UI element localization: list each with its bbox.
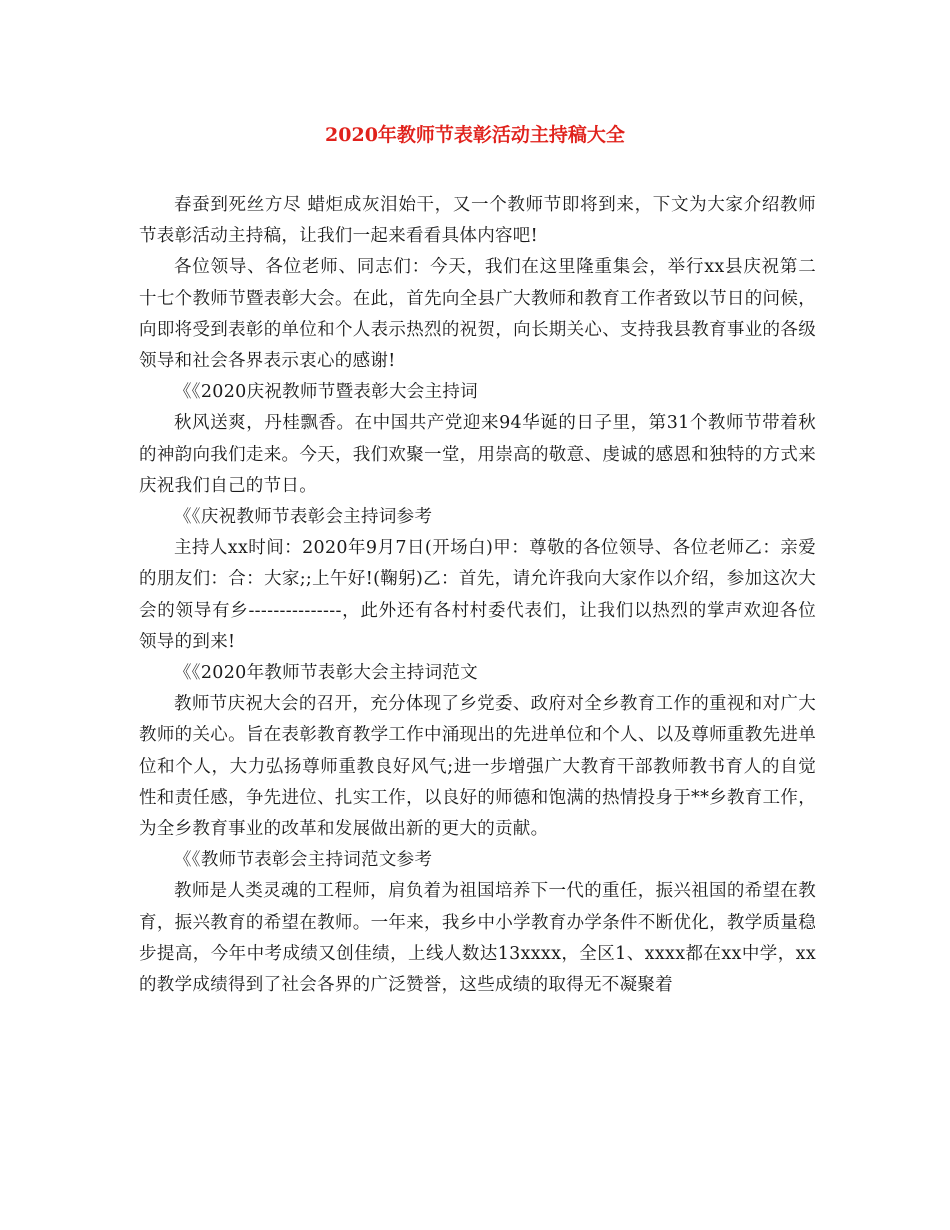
- document-body: [139, 190, 816, 1001]
- document-title: 2020年教师节表彰活动主持稿大全: [325, 124, 625, 146]
- paragraph: 主持人xx时间：2020年9月7日(开场白)甲：尊敬的各位领导、各位老师乙：亲爱的朋友们：合：大家;;上午好!(鞠躬)乙：首先，请允许我向大家作以介绍，参加这次大会的领导有乡---------------，此外还有各村村委代表们，让我们以热烈的掌声欢迎各位领导的到来!: [139, 538, 816, 652]
- section-heading: 《《2020年教师节表彰大会主持词范文: [174, 663, 478, 684]
- section-heading: 《《庆祝教师节表彰会主持词参考: [174, 507, 433, 528]
- paragraph: 教师是人类灵魂的工程师，肩负着为祖国培养下一代的重任，振兴祖国的希望在教育，振兴教育的希望在教师。一年来，我乡中小学教育办学条件不断优化，教学质量稳步提高，今年中考成绩又创佳绩，上线人数达13xxxx，全区1、xxxx都在xx中学，xx的教学成绩得到了社会各界的广泛赞誉，这些成绩的取得无不凝聚着: [139, 881, 816, 996]
- paragraph: 秋风送爽，丹桂飘香。在中国共产党迎来94华诞的日子里，第31个教师节带着秋的神韵向我们走来。今天，我们欢聚一堂，用崇高的敬意、虔诚的感恩和独特的方式来庆祝我们自己的节日。: [139, 413, 816, 496]
- paragraph-opening-speech: 各位领导、各位老师、同志们：今天，我们在这里隆重集会，举行xx县庆祝第二十七个教师节暨表彰大会。在此，首先向全县广大教师和教育工作者致以节日的问候，向即将受到表彰的单位和个人表示热烈的祝贺，向长期关心、支持我县教育事业的各级领导和社会各界表示衷心的感谢!: [139, 257, 816, 372]
- paragraph: 教师节庆祝大会的召开，充分体现了乡党委、政府对全乡教育工作的重视和对广大教师的关心。旨在表彰教育教学工作中涌现出的先进单位和个人、以及尊师重教先进单位和个人，大力弘扬尊师重教良好风气;进一步增强广大教育干部教师教书育人的自觉性和责任感，争先进位、扎实工作，以良好的师德和饱满的热情投身于**乡教育工作，为全乡教育事业的改革和发展做出新的更大的贡献。: [139, 694, 816, 840]
- section-heading: 《《教师节表彰会主持词范文参考: [174, 850, 433, 871]
- paragraph-intro: 春蚕到死丝方尽 蜡炬成灰泪始干，又一个教师节即将到来，下文为大家介绍教师节表彰活动主持稿，让我们一起来看看具体内容吧!: [139, 195, 816, 247]
- section-heading: 《《2020庆祝教师节暨表彰大会主持词: [174, 382, 478, 403]
